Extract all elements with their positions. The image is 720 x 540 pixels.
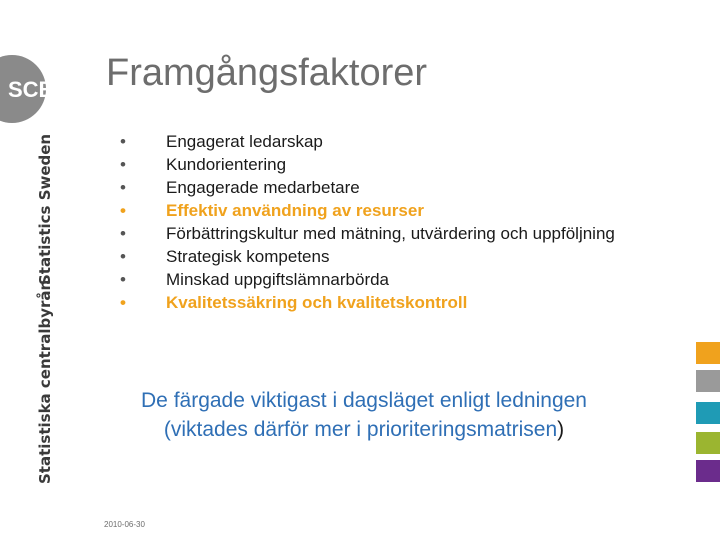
org-name-english: Statistics Sweden: [36, 133, 54, 285]
logo-text: SCB: [8, 77, 55, 102]
bullet-list: [120, 130, 630, 314]
bullet-item: [120, 268, 630, 291]
bullet-item: [120, 153, 630, 176]
slide-date: 2010-06-30: [104, 520, 145, 529]
slide-title: Framgångsfaktorer: [106, 52, 428, 94]
bullet-item-highlighted: [120, 291, 630, 314]
color-bar-teal: [696, 402, 720, 424]
bullet-text: Strategisk kompetens: [166, 247, 330, 266]
bullet-text: Minskad uppgiftslämnarbörda: [166, 270, 390, 289]
color-bar-orange: [696, 342, 720, 364]
note-main: De färgade viktigast i dagsläget enligt ledningen (viktades därför mer i prioriteringsmatrisen: [141, 389, 587, 441]
bullet-item: [120, 222, 630, 245]
org-name-swedish: Statistiska centralbyrån: [36, 279, 54, 484]
bullet-item: [120, 130, 630, 153]
bullet-item-highlighted: [120, 199, 630, 222]
bullet-text: Kundorientering: [166, 155, 287, 174]
note-tail: ): [557, 418, 565, 441]
bullet-text: Engagerade medarbetare: [166, 178, 360, 197]
slide-note: [104, 386, 624, 444]
color-bar-gray: [696, 370, 720, 392]
color-bar-purple: [696, 460, 720, 482]
bullet-dot: •: [120, 132, 126, 151]
bullet-dot: •: [120, 201, 126, 220]
bullet-text: Effektiv användning av resurser: [166, 201, 424, 220]
bullet-dot: •: [120, 293, 126, 312]
bullet-text: Kvalitetssäkring och kvalitetskontroll: [166, 293, 468, 312]
bullet-dot: •: [120, 224, 126, 243]
bullet-dot: •: [120, 178, 126, 197]
bullet-text: Förbättringskultur med mätning, utvärdering och uppföljning: [166, 224, 615, 243]
color-bar-green: [696, 432, 720, 454]
bullet-dot: •: [120, 155, 126, 174]
bullet-dot: •: [120, 270, 126, 289]
scb-logo: [0, 53, 55, 125]
bullet-dot: •: [120, 247, 126, 266]
bullet-text: Engagerat ledarskap: [166, 132, 323, 151]
bullet-item: [120, 176, 630, 199]
bullet-item: [120, 245, 630, 268]
